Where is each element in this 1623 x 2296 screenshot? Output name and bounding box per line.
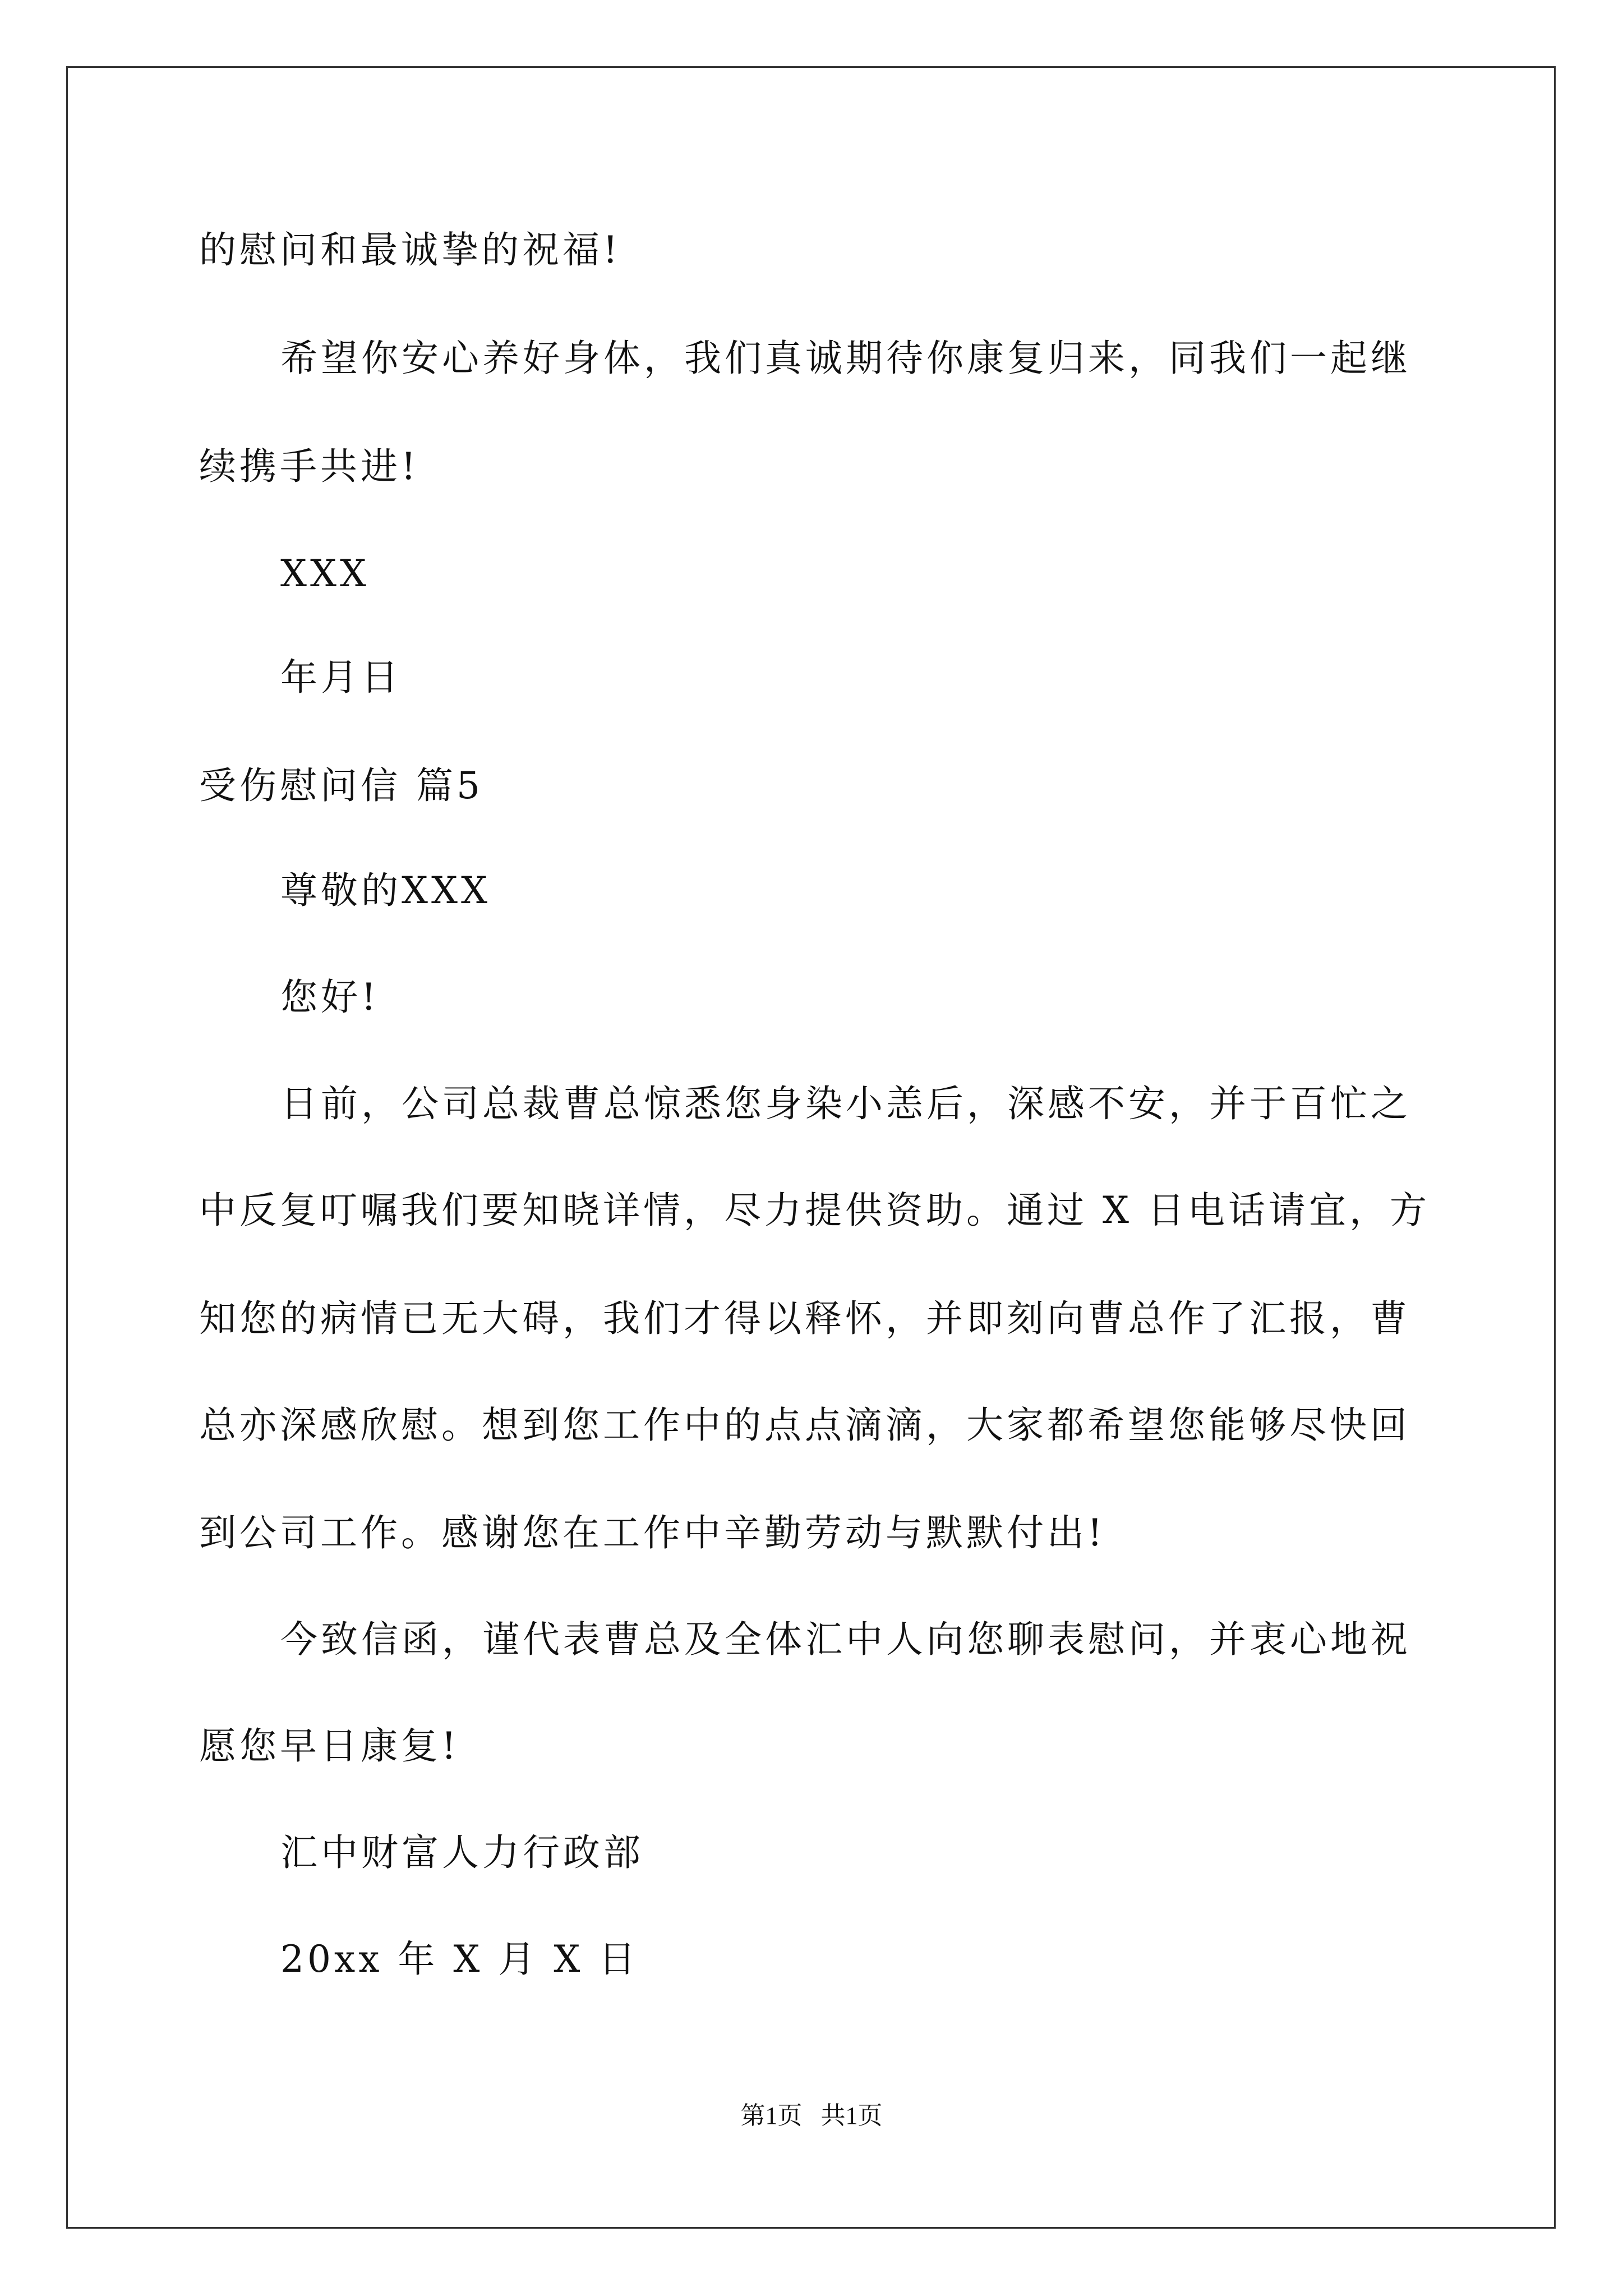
body-line-1: 日前，公司总裁曹总惊悉您身染小恙后，深感不安，并于百忙之 <box>280 1082 1411 1125</box>
date-line: 年月日 <box>280 656 402 699</box>
closing-line-2: 愿您早日康复! <box>199 1724 460 1768</box>
page-border <box>66 66 1556 2229</box>
sign-date: 20xx 年 X 月 X 日 <box>280 1938 639 1981</box>
section-title: 受伤慰问信 篇5 <box>199 764 483 807</box>
text-line-3: 续携手共进! <box>199 445 419 488</box>
body-line-2: 中反复叮嘱我们要知晓详情，尽力提供资助。通过 X 日电话请宜，方 <box>199 1189 1430 1232</box>
text-line-1: 的慰问和最诚挚的祝福! <box>199 228 621 272</box>
sender: 汇中财富人力行政部 <box>280 1831 644 1874</box>
signature-line: XXX <box>280 552 370 595</box>
body-line-5: 到公司工作。感谢您在工作中辛勤劳动与默默付出! <box>199 1511 1106 1554</box>
text-line-2: 希望你安心养好身体，我们真诚期待你康复归来，同我们一起继 <box>280 337 1411 380</box>
salutation: 尊敬的XXX <box>280 869 491 912</box>
body-line-4: 总亦深感欣慰。想到您工作中的点点滴滴，大家都希望您能够尽快回 <box>199 1404 1410 1447</box>
page-number: 第1页 共1页 <box>740 2102 883 2129</box>
body-line-3: 知您的病情已无大碍，我们才得以释怀，并即刻向曹总作了汇报，曹 <box>199 1297 1410 1340</box>
closing-line-1: 今致信函，谨代表曹总及全体汇中人向您聊表慰问，并衷心地祝 <box>280 1618 1411 1661</box>
greeting: 您好! <box>280 976 380 1019</box>
